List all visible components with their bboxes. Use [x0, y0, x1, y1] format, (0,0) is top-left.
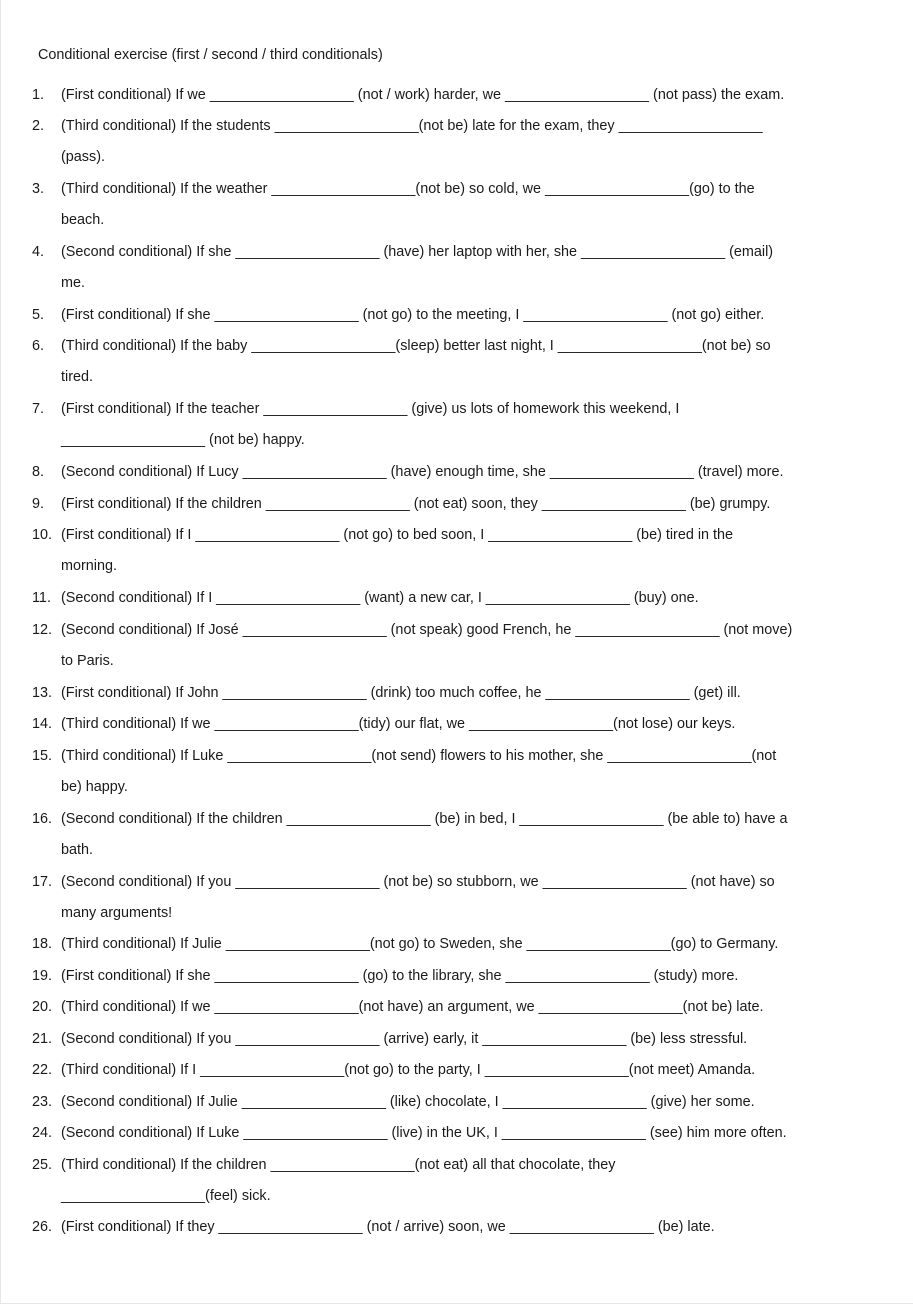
exercise-number: 14. [32, 716, 53, 732]
exercise-sentence: (Third conditional) If Julie __________________(not go) to Sweden, she __________________(go) to Germany. [61, 936, 779, 952]
exercise-sentence: (Second conditional) If Luke __________________ (live) in the UK, I __________________ (see) him more often. [61, 1125, 787, 1141]
exercise-number: 8. [32, 464, 45, 480]
exercise-number: 25. [32, 1157, 53, 1173]
exercise-number: 5. [32, 307, 45, 323]
exercise-number: 21. [32, 1031, 53, 1047]
exercise-sentence-continuation: me. [61, 275, 85, 291]
exercise-sentence: (First conditional) If John __________________ (drink) too much coffee, he __________________ (get) ill. [61, 685, 741, 701]
exercise-sentence-continuation: __________________(feel) sick. [61, 1188, 271, 1204]
exercise-number: 4. [32, 244, 45, 260]
exercise-sentence-continuation: beach. [61, 212, 105, 228]
exercise-sentence-continuation: be) happy. [61, 779, 128, 795]
exercise-sentence: (Third conditional) If we __________________(not have) an argument, we __________________(not be) late. [61, 999, 764, 1015]
exercise-sentence: (Third conditional) If I __________________(not go) to the party, I __________________(not meet) Amanda. [61, 1062, 756, 1078]
exercise-number: 24. [32, 1125, 53, 1141]
exercise-sentence: (First conditional) If she __________________ (go) to the library, she __________________ (study) more. [61, 968, 739, 984]
exercise-number: 18. [32, 936, 53, 952]
exercise-number: 23. [32, 1094, 53, 1110]
exercise-number: 12. [32, 622, 53, 638]
exercise-number: 22. [32, 1062, 53, 1078]
exercise-sentence: (Third conditional) If we __________________(tidy) our flat, we __________________(not lose) our keys. [61, 716, 736, 732]
exercise-sentence-continuation: tired. [61, 369, 93, 385]
exercise-number: 10. [32, 527, 53, 543]
exercise-sentence-continuation: bath. [61, 842, 94, 858]
exercise-sentence: (Second conditional) If you __________________ (not be) so stubborn, we __________________ (not have) so [61, 874, 775, 890]
exercise-number: 20. [32, 999, 53, 1015]
exercise-sentence: (First conditional) If we __________________ (not / work) harder, we __________________ (not pass) the exam. [61, 87, 785, 103]
exercise-sentence: (Second conditional) If I __________________ (want) a new car, I __________________ (buy) one. [61, 590, 699, 606]
exercise-sentence: (Second conditional) If Julie __________________ (like) chocolate, I __________________ (give) her some. [61, 1094, 755, 1110]
document-title: Conditional exercise (first / second / third conditionals) [38, 47, 383, 63]
exercise-number: 6. [32, 338, 45, 354]
exercise-sentence: (First conditional) If the children __________________ (not eat) soon, they __________________ (be) grumpy. [61, 496, 771, 512]
exercise-sentence: (Second conditional) If she __________________ (have) her laptop with her, she __________________ (email) [61, 244, 774, 260]
exercise-sentence: (First conditional) If the teacher __________________ (give) us lots of homework this weekend, I [61, 401, 680, 417]
exercise-sentence: (Second conditional) If Lucy __________________ (have) enough time, she __________________ (travel) more. [61, 464, 784, 480]
exercise-number: 2. [32, 118, 45, 134]
exercise-sentence: (Second conditional) If the children __________________ (be) in bed, I __________________ (be able to) have a [61, 811, 788, 827]
exercise-sentence-continuation: many arguments! [61, 905, 173, 921]
exercise-sentence: (Third conditional) If the students __________________(not be) late for the exam, they __________________ [61, 118, 763, 134]
exercise-sentence: (First conditional) If I __________________ (not go) to bed soon, I __________________ (be) tired in the [61, 527, 734, 543]
exercise-number: 19. [32, 968, 53, 984]
exercise-sentence: (Second conditional) If José __________________ (not speak) good French, he __________________ (not move) [61, 622, 793, 638]
exercise-number: 3. [32, 181, 45, 197]
exercise-sentence-continuation: __________________ (not be) happy. [61, 432, 305, 448]
exercise-sentence: (First conditional) If she __________________ (not go) to the meeting, I __________________ (not go) either. [61, 307, 765, 323]
exercise-sentence: (Third conditional) If the children __________________(not eat) all that chocolate, they [61, 1157, 616, 1173]
exercise-sentence-continuation: to Paris. [61, 653, 114, 669]
exercise-number: 16. [32, 811, 53, 827]
exercise-number: 7. [32, 401, 45, 417]
exercise-number: 17. [32, 874, 53, 890]
exercise-sentence: (Third conditional) If Luke __________________(not send) flowers to his mother, she __________________(not [61, 748, 777, 764]
exercise-sentence: (Second conditional) If you __________________ (arrive) early, it __________________ (be) less stressful. [61, 1031, 748, 1047]
exercise-sentence-continuation: (pass). [61, 149, 105, 165]
exercise-number: 11. [32, 590, 51, 606]
exercise-sentence: (Third conditional) If the weather __________________(not be) so cold, we __________________(go) to the [61, 181, 755, 197]
exercise-number: 1. [32, 87, 45, 103]
exercise-number: 9. [32, 496, 45, 512]
exercise-sentence: (First conditional) If they __________________ (not / arrive) soon, we __________________ (be) late. [61, 1219, 715, 1235]
exercise-number: 13. [32, 685, 53, 701]
exercise-sentence: (Third conditional) If the baby __________________(sleep) better last night, I __________________(not be) so [61, 338, 771, 354]
exercise-number: 15. [32, 748, 53, 764]
exercise-number: 26. [32, 1219, 53, 1235]
exercise-sentence-continuation: morning. [61, 558, 117, 574]
